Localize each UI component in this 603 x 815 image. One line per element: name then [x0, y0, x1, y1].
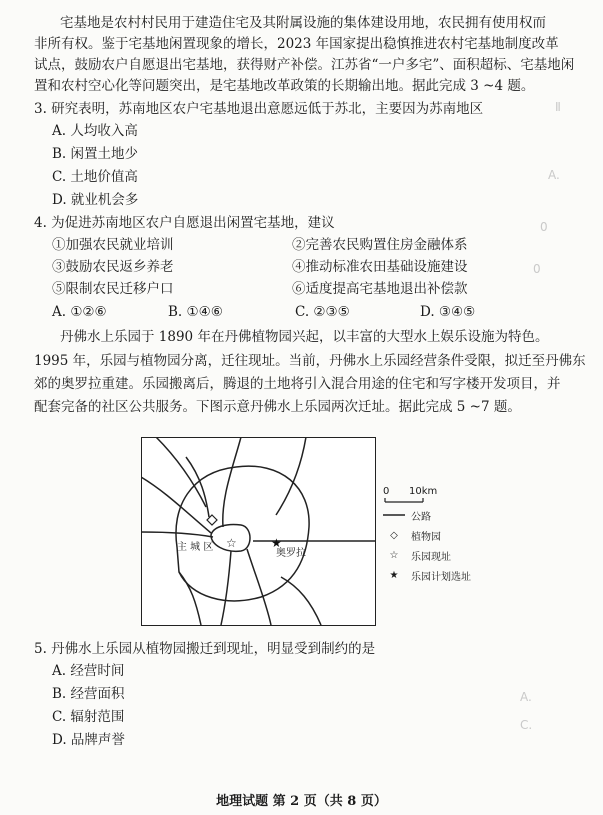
passage-line: 置和农村空心化等问题突出，是宅基地改革政策的长期输出地。据此完成 3 ~4 题。	[34, 78, 535, 94]
q3-option-d[interactable]: D. 就业机会多	[52, 192, 139, 208]
passage-line: 试点，鼓励农户自愿退出宅基地，获得财产补偿。江苏省“一户多宅”、面积超标、宅基地闲	[34, 57, 575, 73]
q3-option-a[interactable]: A. 人均收入高	[52, 123, 138, 139]
question-4-stem: 4. 为促进苏南地区农户自愿退出闲置宅基地，建议	[34, 215, 335, 231]
road	[281, 577, 321, 625]
legend-item-botanic	[383, 525, 471, 545]
q4-item-6: ⑥适度提高宅基地退出补偿款	[292, 281, 468, 297]
q4-option-b[interactable]: B. ①④⑥	[168, 304, 223, 320]
star-outline-icon: ☆	[389, 549, 399, 561]
q5-option-d[interactable]: D. 品牌声誉	[52, 732, 125, 748]
q4-option-a[interactable]: A. ①②⑥	[52, 304, 107, 320]
map-label-aurora: 奥罗拉	[276, 548, 306, 559]
q5-option-a[interactable]: A. 经营时间	[52, 663, 125, 679]
denver-map	[141, 437, 375, 625]
star-filled-icon: ★	[389, 569, 399, 581]
road	[156, 437, 206, 507]
q3-option-c[interactable]: C. 土地价值高	[52, 169, 138, 185]
scale-distance: 10km	[409, 486, 438, 497]
current-park-star: ☆	[226, 536, 237, 550]
q5-option-c[interactable]: C. 辐射范围	[52, 709, 125, 725]
passage-line: 郊的奥罗拉重建。乐园搬离后，腾退的土地将引入混合用途的住宅和写字楼开发项目，并	[34, 376, 561, 392]
passage-line: 1995 年，乐园与植物园分离，迁往现址。当前，丹佛水上乐园经营条件受限，拟迁至丹佛东	[34, 353, 586, 369]
question-5-stem: 5. 丹佛水上乐园从植物园搬迁到现址，明显受到制约的是	[34, 641, 376, 657]
road	[186, 457, 209, 517]
q4-item-2: ②完善农民购置住房金融体系	[292, 237, 468, 253]
scale-zero: 0	[383, 486, 390, 497]
legend-item-road	[383, 505, 471, 525]
q4-item-1: ①加强农民就业培训	[52, 237, 174, 253]
map-legend	[383, 505, 471, 585]
q4-item-5: ⑤限制农民迁移户口	[52, 281, 174, 297]
page-footer: 地理试题 第 2 页（共 8 页）	[216, 794, 387, 809]
road	[247, 549, 271, 625]
passage-line: 非所有权。鉴于宅基地闲置现象的增长，2023 年国家提出稳慎推进农村宅基地制度改革	[34, 36, 559, 52]
road-line-icon	[383, 510, 405, 521]
planned-site-star: ★	[271, 536, 282, 550]
ring-road	[176, 466, 309, 601]
q5-option-b[interactable]: B. 经营面积	[52, 686, 125, 702]
road	[221, 551, 231, 625]
diamond-icon: ◇	[390, 529, 398, 541]
road	[141, 532, 213, 537]
q4-item-4: ④推动标准农田基础设施建设	[292, 259, 468, 275]
legend-label: 乐园现址	[411, 551, 451, 563]
legend-label: 植物园	[411, 531, 441, 543]
q4-option-d[interactable]: D. ③④⑤	[420, 304, 476, 320]
q3-option-b[interactable]: B. 闲置土地少	[52, 146, 139, 162]
legend-label: 乐园计划选址	[411, 571, 471, 583]
road	[179, 572, 201, 625]
legend-item-planned	[383, 565, 471, 585]
passage-line: 宅基地是农村村民用于建造住宅及其附属设施的集体建设用地，农民拥有使用权而	[60, 15, 546, 31]
road	[223, 437, 241, 527]
road	[276, 437, 306, 515]
legend-label: 公路	[411, 511, 431, 523]
legend-item-current	[383, 545, 471, 565]
map-label-main-district: 主 城 区	[177, 542, 214, 553]
question-3-stem: 3. 研究表明，苏南地区农户宅基地退出意愿远低于苏北，主要因为苏南地区	[34, 101, 484, 117]
q4-option-c[interactable]: C. ②③⑤	[295, 304, 350, 320]
passage-line: 配套完备的社区公共服务。下图示意丹佛水上乐园两次迁址。据此完成 5 ~7 题。	[34, 399, 521, 415]
q4-item-3: ③鼓励农民返乡养老	[52, 259, 174, 275]
passage-line: 丹佛水上乐园于 1890 年在丹佛植物园兴起，以丰富的大型水上娱乐设施为特色。	[60, 329, 549, 345]
